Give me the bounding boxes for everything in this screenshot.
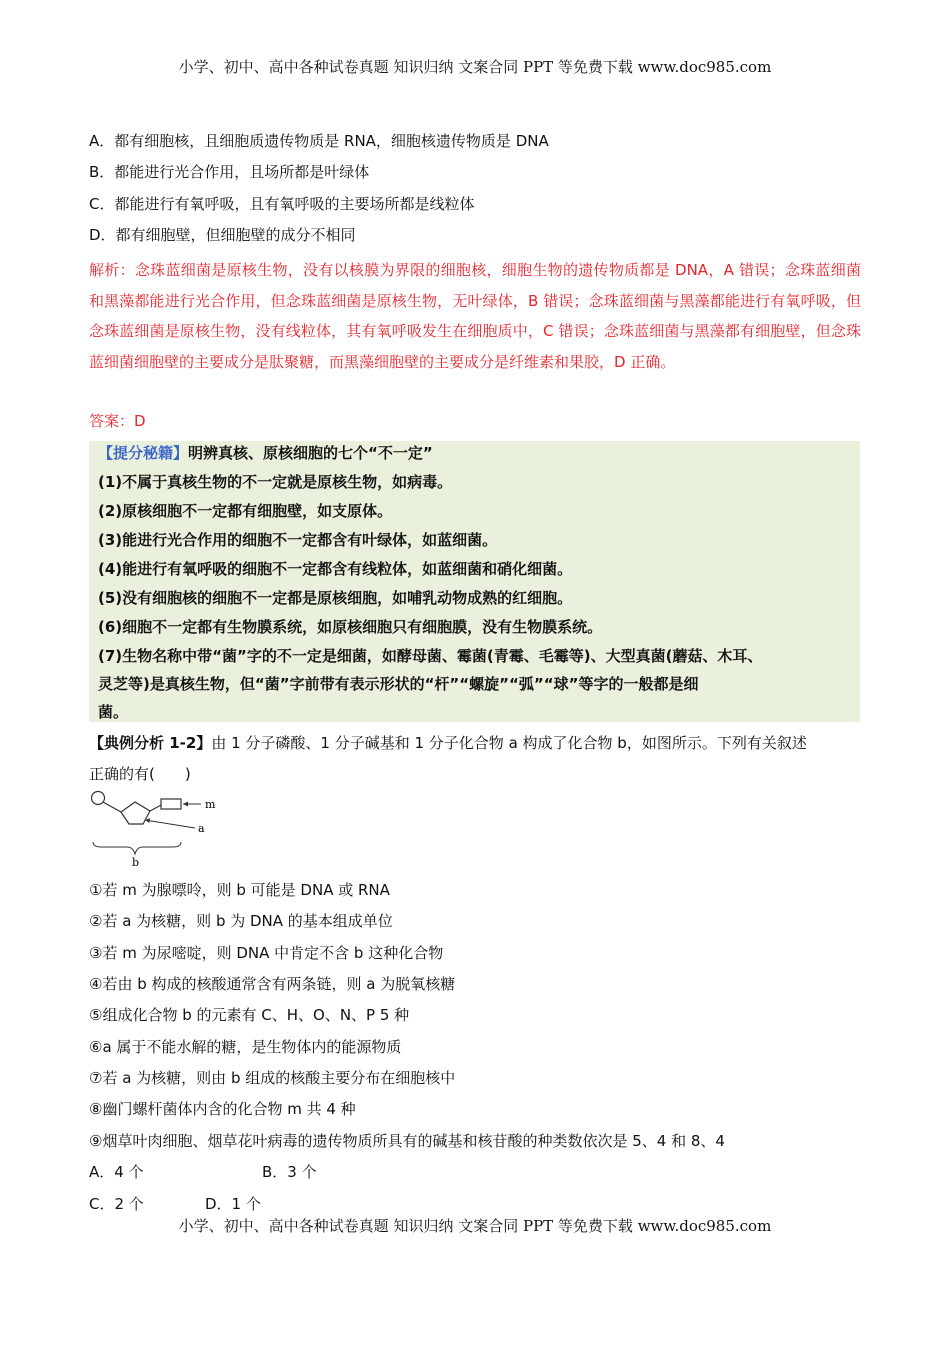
option-a: A．都有细胞核，且细胞质遗传物质是 RNA，细胞核遗传物质是 DNA — [89, 132, 549, 150]
example-tag: 【典例分析 1-2】 — [89, 734, 212, 752]
example-line-2: 正确的有( ) — [89, 765, 191, 783]
pentose-pentagon — [121, 802, 150, 824]
tip-line-4: (4)能进行有氧呼吸的细胞不一定都含有线粒体，如蓝细菌和硝化细菌。 — [98, 560, 573, 578]
label-a: a — [198, 822, 205, 835]
tip-line-3: (3)能进行光合作用的细胞不一定都含有叶绿体，如蓝细菌。 — [98, 531, 498, 549]
tip-line-9: 菌。 — [98, 703, 129, 721]
tip-heading — [98, 443, 433, 463]
choice-d: D．1 个 — [205, 1195, 261, 1213]
phosphate-circle — [92, 792, 105, 805]
choice-a: A．4 个 — [89, 1163, 144, 1181]
tip-line-6: (6)细胞不一定都有生物膜系统，如原核细胞只有细胞膜，没有生物膜系统。 — [98, 618, 603, 636]
statement-8: ⑧幽门螺杆菌体内含的化合物 m 共 4 种 — [89, 1100, 356, 1118]
statement-9: ⑨烟草叶肉细胞、烟草花叶病毒的遗传物质所具有的碱基和核苷酸的种类数依次是 5、4 和 8、4 — [89, 1132, 725, 1150]
tip-line-5: (5)没有细胞核的细胞不一定都是原核细胞，如哺乳动物成熟的红细胞。 — [98, 589, 573, 607]
choice-c: C．2 个 — [89, 1195, 144, 1213]
base-rect — [161, 799, 181, 809]
tip-box — [89, 441, 860, 722]
brace-b — [93, 842, 181, 854]
statement-5: ⑤组成化合物 b 的元素有 C、H、O、N、P 5 种 — [89, 1006, 410, 1024]
page-footer: 小学、初中、高中各种试卷真题 知识归纳 文案合同 PPT 等免费下载 www.doc985.com — [178, 1217, 772, 1235]
tip-tag: 【提分秘籍】 — [98, 444, 189, 462]
statement-6: ⑥a 属于不能水解的糖，是生物体内的能源物质 — [89, 1038, 402, 1056]
page-header: 小学、初中、高中各种试卷真题 知识归纳 文案合同 PPT 等免费下载 www.doc985.com — [178, 58, 772, 76]
option-b: B．都能进行光合作用，且场所都是叶绿体 — [89, 163, 370, 181]
option-c: C．都能进行有氧呼吸，且有氧呼吸的主要场所都是线粒体 — [89, 195, 475, 213]
answer-text: 答案：D — [89, 412, 146, 430]
tip-line-7: (7)生物名称中带“菌”字的不一定是细菌，如酵母菌、霉菌(青霉、毛霉等)、大型真菌(蘑菇、木耳、 — [98, 647, 763, 665]
statement-1: ①若 m 为腺嘌呤，则 b 可能是 DNA 或 RNA — [89, 881, 390, 899]
option-d: D．都有细胞壁，但细胞壁的成分不相同 — [89, 226, 356, 244]
statement-2: ②若 a 为核糖，则 b 为 DNA 的基本组成单位 — [89, 912, 393, 930]
tip-line-1: (1)不属于真核生物的不一定就是原核生物，如病毒。 — [98, 473, 453, 491]
choice-b: B．3 个 — [262, 1163, 317, 1181]
statement-7: ⑦若 a 为核糖，则由 b 组成的核酸主要分布在细胞核中 — [89, 1069, 456, 1087]
tip-title: 明辨真核、原核细胞的七个“不一定” — [188, 444, 433, 462]
example-line-1 — [89, 733, 807, 753]
statement-4: ④若由 b 构成的核酸通常含有两条链，则 a 为脱氧核糖 — [89, 975, 456, 993]
arrow-m — [183, 802, 188, 807]
label-m: m — [205, 798, 216, 811]
nucleotide-diagram — [87, 790, 227, 870]
label-b: b — [132, 856, 140, 869]
tip-line-8: 灵芝等)是真核生物，但“菌”字前带有表示形状的“杆”“螺旋”“弧”“球”等字的一般都是细 — [98, 675, 699, 693]
analysis-text: 解析：念珠蓝细菌是原核生物，没有以核膜为界限的细胞核，细胞生物的遗传物质都是 DNA，A 错误；念珠蓝细菌和黑藻都能进行光合作用，但念珠蓝细菌是原核生物，无叶绿体，B 错误；念珠蓝细菌与黑藻都能进行有氧呼吸，但念珠蓝细菌是原核生物，没有线粒体，其有氧呼吸发生在细胞质中，C 错误；念珠蓝细菌与黑藻都有细胞壁，但念珠蓝细菌细胞壁的主要成分是肽聚糖，而黑藻细胞壁的主要成分是纤维素和果胶，D 正确。 — [89, 261, 861, 371]
tip-line-2: (2)原核细胞不一定都有细胞壁，如支原体。 — [98, 502, 393, 520]
example-stem: 由 1 分子磷酸、1 分子碱基和 1 分子化合物 a 构成了化合物 b，如图所示。下列有关叙述 — [211, 734, 807, 752]
phosphate-bond — [103, 802, 121, 812]
statement-3: ③若 m 为尿嘧啶，则 DNA 中肯定不含 b 这种化合物 — [89, 944, 444, 962]
